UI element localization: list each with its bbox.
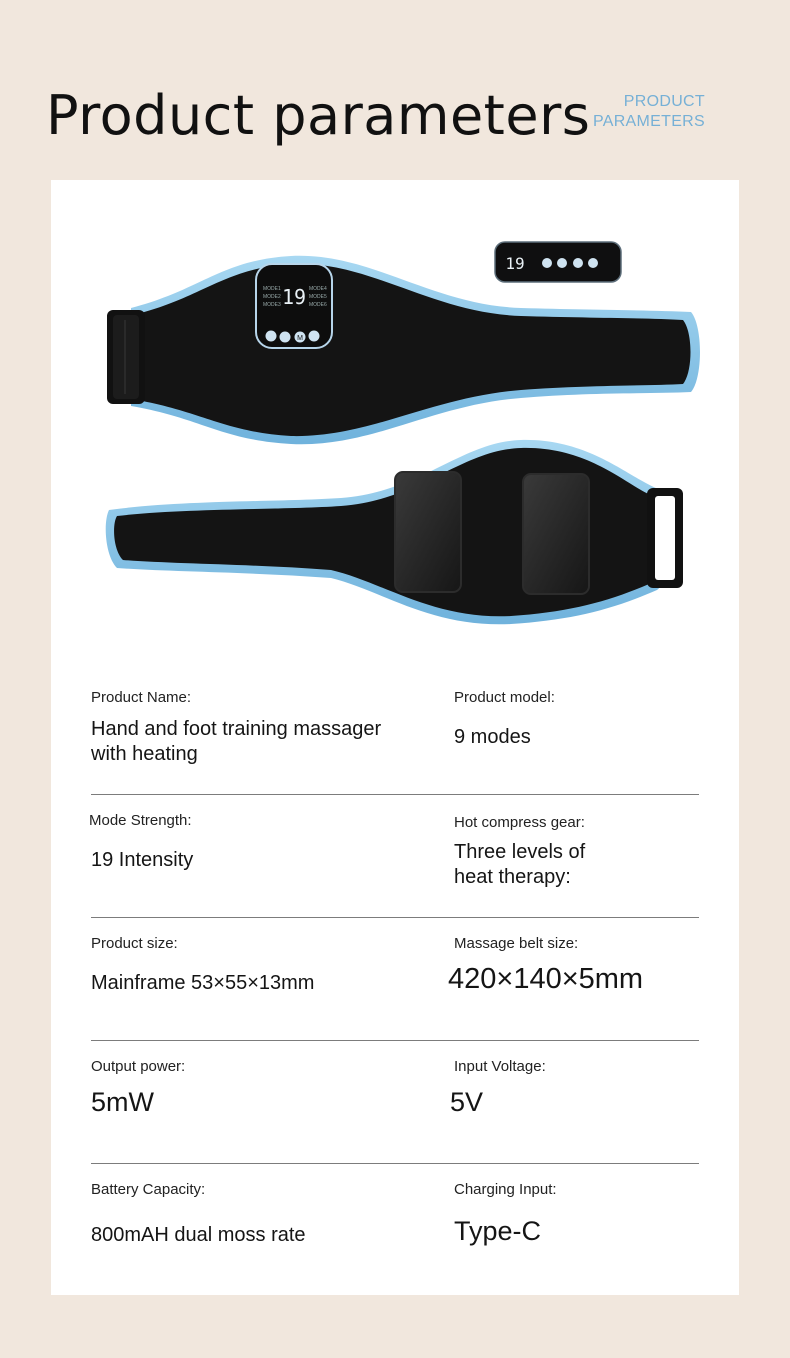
output-power-value: 5mW: [91, 1087, 154, 1117]
product-name-value: Hand and foot training massager with heating: [91, 718, 382, 765]
mode-label-6: MODE6: [309, 302, 327, 308]
output-power-label: Output power:: [91, 1058, 186, 1075]
controller-unit: [256, 264, 332, 348]
hot-compress-gear-value: Three levels of heat therapy:: [454, 841, 586, 888]
product-size-value: Mainframe 53×55×13mm: [91, 972, 315, 994]
belt-front: [107, 256, 700, 444]
mode-strength-value: 19 Intensity: [91, 849, 194, 871]
mode-button-label: M: [297, 335, 303, 342]
belt-back: [106, 440, 683, 624]
power-button-icon: [280, 332, 291, 343]
mode-strength-label: Mode Strength:: [89, 812, 192, 829]
subtitle-line-2: PARAMETERS: [592, 113, 705, 130]
controller-display-digits: 19: [281, 285, 307, 309]
remote-minus-icon: [588, 258, 598, 268]
remote-control: [495, 242, 621, 282]
electrode-pad-right: [523, 474, 589, 594]
page-subtitle: [593, 92, 705, 132]
spec-row-4: [91, 1040, 699, 1164]
product-size-label: Product size:: [91, 935, 178, 952]
charging-input-value: Type-C: [454, 1216, 542, 1246]
input-voltage-value: 5V: [450, 1087, 484, 1117]
parameters-card: [51, 180, 739, 1295]
remote-plus-icon: [542, 258, 552, 268]
spec-row-3: [91, 917, 699, 1041]
battery-capacity-value: 800mAH dual moss rate: [91, 1224, 306, 1246]
massage-belt-size-value: 420×140×5mm: [448, 963, 644, 995]
charging-input-label: Charging Input:: [454, 1181, 557, 1198]
massage-belt-size-label: Massage belt size:: [454, 935, 579, 952]
hot-compress-gear-label: Hot compress gear:: [454, 814, 585, 831]
plus-button-icon: [266, 331, 277, 342]
product-model-value: 9 modes: [454, 726, 531, 748]
product-image: [51, 180, 739, 650]
electrode-pad-left: [395, 472, 461, 592]
remote-power-icon: [557, 258, 567, 268]
spec-row-1: [91, 671, 699, 795]
mode-label-4: MODE4: [309, 286, 327, 292]
mode-label-1: MODE1: [263, 286, 281, 292]
page-title: Product parameters: [46, 84, 591, 147]
mode-label-2: MODE2: [263, 294, 281, 300]
input-voltage-label: Input Voltage:: [454, 1058, 546, 1075]
product-name-label: Product Name:: [91, 689, 192, 706]
mode-label-5: MODE5: [309, 294, 327, 300]
spec-row-5: [91, 1163, 699, 1286]
minus-button-icon: [309, 331, 320, 342]
spec-row-2: [91, 794, 699, 918]
battery-capacity-label: Battery Capacity:: [91, 1181, 206, 1198]
product-model-label: Product model:: [454, 689, 555, 706]
remote-back-icon: [573, 258, 583, 268]
mode-label-3: MODE3: [263, 302, 281, 308]
subtitle-line-1: PRODUCT: [623, 93, 705, 110]
remote-display-digits: 19: [505, 254, 525, 273]
